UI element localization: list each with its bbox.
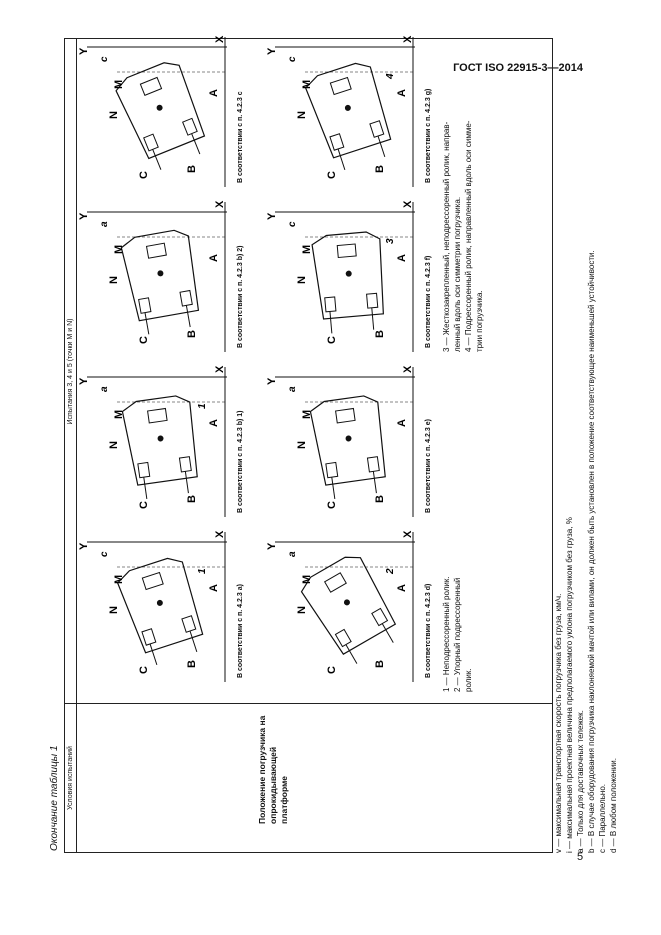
centre-point bbox=[345, 435, 352, 442]
fork-upper bbox=[144, 477, 147, 499]
diagram-caption: В соответствии с п. 4.2.3 c bbox=[237, 91, 244, 183]
label-angle: c bbox=[287, 56, 298, 62]
wheel-front-right bbox=[367, 293, 378, 308]
label-n: N bbox=[108, 606, 120, 614]
diagram-drawing bbox=[265, 27, 425, 197]
diagram-caption: В соответствии с п. 4.2.3 b) 1) bbox=[237, 410, 244, 513]
label-n: N bbox=[108, 111, 120, 119]
label-c: C bbox=[326, 336, 338, 344]
label-x: X bbox=[402, 530, 414, 538]
label-m: M bbox=[113, 244, 125, 254]
label-c: C bbox=[326, 171, 338, 179]
centre-point bbox=[157, 435, 164, 442]
wheel-rear bbox=[142, 573, 163, 590]
label-y: Y bbox=[78, 212, 90, 220]
diagram-caption: В соответствии с п. 4.2.3 d) bbox=[425, 583, 432, 678]
truck-outline bbox=[303, 59, 398, 173]
diagram-drawing bbox=[265, 357, 425, 527]
document-header: ГОСТ ISO 22915-3—2014 bbox=[453, 62, 583, 74]
label-n: N bbox=[108, 276, 120, 284]
note-line: c — Параллельно. bbox=[598, 784, 607, 853]
label-angle: a bbox=[99, 386, 110, 392]
wheel-front-right bbox=[182, 616, 196, 632]
fork-lower bbox=[373, 471, 376, 493]
wheel-front-left bbox=[142, 629, 156, 645]
label-m: M bbox=[113, 79, 125, 89]
truck-outline bbox=[311, 231, 387, 335]
label-n: N bbox=[296, 111, 308, 119]
diagram-8 bbox=[265, 27, 432, 197]
wheel-front-right bbox=[183, 118, 198, 135]
fork-lower bbox=[378, 136, 385, 157]
truck-outline bbox=[120, 228, 204, 336]
label-angle: c bbox=[99, 551, 110, 557]
truck-outline bbox=[113, 58, 213, 174]
label-c: C bbox=[326, 666, 338, 674]
note-line: a — Только для доставочных тележек. bbox=[576, 710, 585, 853]
label-c: C bbox=[138, 336, 150, 344]
diagram-6 bbox=[265, 357, 432, 527]
diagram-7 bbox=[265, 192, 432, 362]
label-b: B bbox=[374, 165, 386, 173]
label-x: X bbox=[214, 530, 226, 538]
label-a: A bbox=[208, 89, 220, 97]
label-m: M bbox=[113, 409, 125, 419]
note-line: v — максимальная транспортная скорость погрузчика без груза, км/ч. bbox=[554, 593, 563, 853]
diagram-2 bbox=[77, 357, 244, 527]
label-angle: c bbox=[287, 221, 298, 227]
legend-item: ленный вдоль оси симметрии погрузчика. bbox=[453, 196, 462, 352]
wheel-rear bbox=[336, 409, 355, 423]
truck-outline bbox=[309, 394, 390, 501]
centre-point bbox=[157, 270, 164, 277]
rotated-table-area bbox=[45, 35, 618, 853]
label-angle: a bbox=[99, 221, 110, 227]
diagram-4 bbox=[77, 27, 244, 197]
diagram-drawing bbox=[77, 522, 237, 692]
diagram-drawing bbox=[265, 192, 425, 362]
diagram-drawing bbox=[77, 357, 237, 527]
legend-right bbox=[441, 121, 485, 352]
diagram-caption: В соответствии с п. 4.2.3 b) 2) bbox=[237, 245, 244, 348]
fork-upper bbox=[330, 311, 332, 333]
label-y: Y bbox=[78, 542, 90, 550]
diagram-caption: В соответствии с п. 4.2.3 g) bbox=[425, 88, 432, 183]
label-x: X bbox=[402, 365, 414, 373]
label-a: A bbox=[396, 254, 408, 262]
legend-item: 1 — Неподрессоренный ролик. bbox=[442, 576, 451, 692]
label-b: B bbox=[186, 165, 198, 173]
label-b: B bbox=[186, 330, 198, 338]
fork-upper bbox=[150, 644, 157, 665]
wheel-front-left bbox=[144, 134, 159, 151]
label-y: Y bbox=[78, 377, 90, 385]
wheel-rear bbox=[140, 77, 161, 95]
wheel-front-right bbox=[370, 121, 384, 137]
label-a: A bbox=[208, 419, 220, 427]
fork-lower bbox=[185, 471, 188, 493]
diagram-drawing bbox=[77, 27, 237, 197]
label-c: C bbox=[138, 501, 150, 509]
label-m: M bbox=[301, 244, 313, 254]
wheel-rear bbox=[337, 244, 356, 258]
label-y: Y bbox=[266, 212, 278, 220]
label-c: C bbox=[326, 501, 338, 509]
label-m: M bbox=[301, 409, 313, 419]
label-x: X bbox=[214, 35, 226, 43]
wheel-front-left bbox=[139, 298, 151, 314]
page-number: 5 bbox=[577, 851, 584, 863]
label-a: A bbox=[396, 419, 408, 427]
label-marker: 1 bbox=[197, 568, 208, 574]
diagram-caption: В соответствии с п. 4.2.3 e) bbox=[425, 419, 432, 513]
fork-lower bbox=[186, 305, 190, 327]
wheel-rear bbox=[325, 573, 347, 592]
diagram-1 bbox=[77, 522, 244, 692]
label-x: X bbox=[214, 365, 226, 373]
wheel-front-right bbox=[180, 291, 192, 307]
fork-upper bbox=[338, 149, 345, 170]
centre-point bbox=[343, 598, 351, 606]
fork-lower bbox=[192, 134, 200, 154]
label-m: M bbox=[301, 574, 313, 584]
label-y: Y bbox=[266, 542, 278, 550]
label-x: X bbox=[214, 200, 226, 208]
wheel-front-left bbox=[326, 462, 338, 477]
label-b: B bbox=[374, 495, 386, 503]
label-a: A bbox=[396, 89, 408, 97]
column-header-tests: Испытания 3, 4 и 5 (точки M и N) bbox=[67, 318, 74, 425]
legend-item: 4 — Подрессоренный ролик, направленный вдоль оси симме- bbox=[464, 120, 473, 352]
label-a: A bbox=[396, 584, 408, 592]
diagram-5 bbox=[265, 522, 432, 692]
label-angle: a bbox=[287, 386, 298, 392]
label-b: B bbox=[186, 660, 198, 668]
diagram-caption: В соответствии с п. 4.2.3 a) bbox=[237, 584, 244, 678]
label-marker: 2 bbox=[385, 568, 396, 574]
label-marker: 3 bbox=[385, 238, 396, 244]
wheel-front-right bbox=[179, 457, 191, 472]
table-continuation-label: Окончание таблицы 1 bbox=[49, 745, 60, 851]
fork-upper bbox=[332, 477, 335, 499]
test-table bbox=[64, 35, 553, 853]
label-n: N bbox=[296, 441, 308, 449]
centre-point bbox=[344, 104, 352, 112]
wheel-rear bbox=[148, 409, 167, 423]
label-marker: 1 bbox=[197, 403, 208, 409]
wheel-front-left bbox=[325, 297, 336, 312]
label-c: C bbox=[138, 666, 150, 674]
diagram-3 bbox=[77, 192, 244, 362]
diagram-caption: В соответствии с п. 4.2.3 f) bbox=[425, 255, 432, 348]
wheel-front-left bbox=[335, 629, 351, 646]
label-y: Y bbox=[266, 47, 278, 55]
column-divider bbox=[76, 703, 552, 704]
diagram-drawing bbox=[265, 522, 425, 692]
wheel-front-left bbox=[330, 134, 344, 150]
legend-left bbox=[441, 576, 474, 692]
note-line: b — В случае оборудования погрузчика наклоняемой мачтой или вилами, он должен быть установлен в положение соответствующее наименьшей устойчивости. bbox=[587, 250, 596, 853]
wheel-rear bbox=[147, 243, 167, 258]
table-notes bbox=[553, 40, 619, 853]
wheel-rear bbox=[330, 78, 351, 95]
label-angle: c bbox=[99, 56, 110, 62]
truck-outline bbox=[115, 554, 210, 668]
fork-lower bbox=[190, 631, 197, 652]
fork-upper bbox=[145, 313, 149, 335]
label-c: C bbox=[138, 171, 150, 179]
note-line: i — максимальная проектная величина предполагаемого уклона погрузчиком без груза, % bbox=[565, 517, 574, 853]
wheel-front-right bbox=[372, 608, 388, 625]
label-marker: 4 bbox=[385, 73, 396, 79]
legend-item: ролик. bbox=[464, 668, 473, 692]
column-header-conditions: Условия испытаний bbox=[65, 703, 76, 852]
label-y: Y bbox=[266, 377, 278, 385]
legend-item: 2 — Упорный подрессоренный bbox=[453, 577, 462, 692]
label-y: Y bbox=[78, 47, 90, 55]
label-x: X bbox=[402, 200, 414, 208]
wheel-front-left bbox=[138, 462, 150, 477]
label-n: N bbox=[108, 441, 120, 449]
diagram-drawing bbox=[77, 192, 237, 362]
label-x: X bbox=[402, 35, 414, 43]
label-b: B bbox=[374, 330, 386, 338]
note-line: d — В любом положении. bbox=[609, 758, 618, 853]
label-m: M bbox=[113, 574, 125, 584]
label-a: A bbox=[208, 254, 220, 262]
label-a: A bbox=[208, 584, 220, 592]
truck-outline bbox=[121, 394, 202, 501]
label-m: M bbox=[301, 79, 313, 89]
fork-upper bbox=[153, 149, 161, 169]
legend-item: трии погрузчика. bbox=[475, 290, 484, 352]
legend-item: 3 — Жесткозакрепленный, неподрессоренный ролик, направ- bbox=[442, 121, 451, 352]
centre-point bbox=[345, 270, 352, 277]
wheel-front-right bbox=[367, 457, 379, 472]
label-n: N bbox=[296, 276, 308, 284]
label-angle: a bbox=[287, 551, 298, 557]
label-n: N bbox=[296, 606, 308, 614]
label-b: B bbox=[186, 495, 198, 503]
label-b: B bbox=[374, 660, 386, 668]
fork-lower bbox=[372, 308, 374, 330]
centre-point bbox=[156, 599, 164, 607]
centre-point bbox=[156, 104, 164, 112]
row-condition-label: Положение погрузчика на опрокидывающей платформе bbox=[257, 715, 289, 824]
